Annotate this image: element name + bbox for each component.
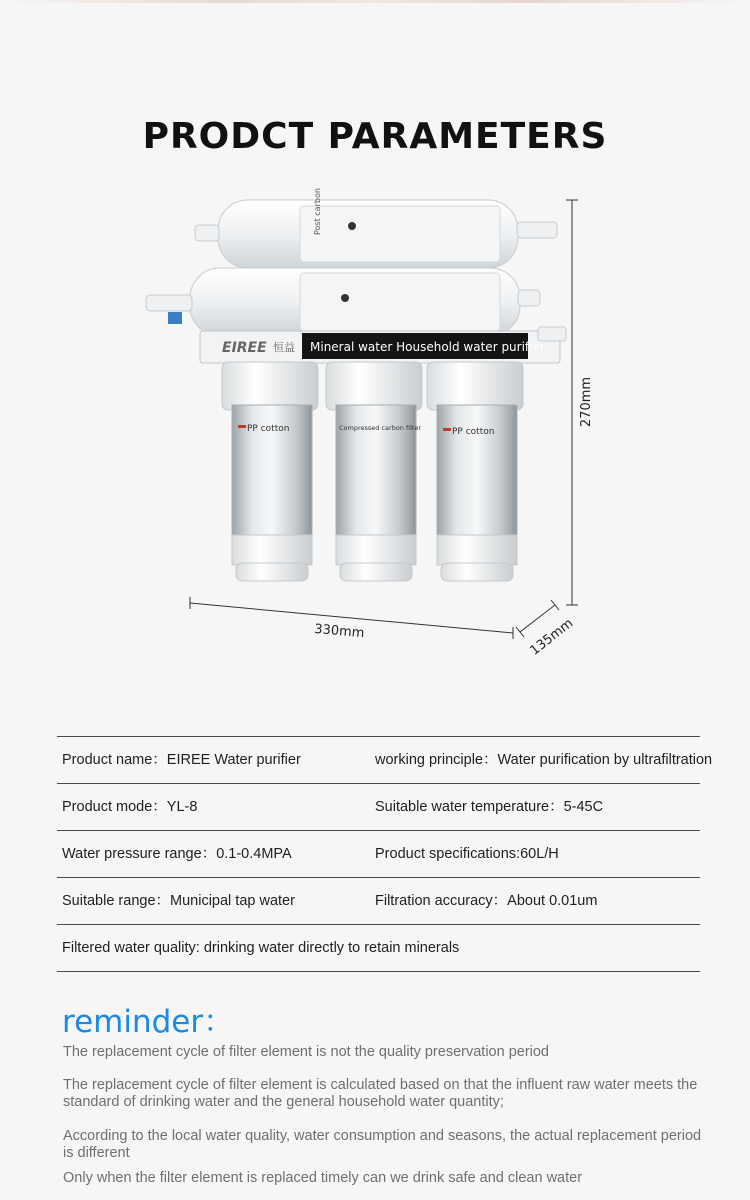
middle-inline-cartridge [146, 268, 540, 336]
product-banner: Mineral water Household water purifier [310, 340, 545, 354]
brand-logo: EIREE [222, 340, 267, 356]
spec-working-principle: working principle：Water purification by ultrafiltration [375, 752, 713, 768]
filter-housing-1 [222, 362, 318, 581]
depth-label: 135mm [527, 615, 577, 659]
filter-label-1: PP cotton [247, 424, 290, 434]
spec-water-temperature: Suitable water temperature：5-45C [375, 799, 604, 815]
height-dimension [566, 200, 578, 605]
spec-row [57, 736, 713, 783]
spec-row [57, 924, 700, 972]
reminder-title: reminder： [62, 1004, 235, 1040]
filter-label-3: PP cotton [452, 427, 495, 437]
spec-table [57, 736, 713, 972]
spec-water-pressure: Water pressure range：0.1-0.4MPA [62, 846, 292, 862]
reminder-line-2: The replacement cycle of filter element is calculated based on that the influent raw water meets the standard of drinking water and the general household water quantity; [63, 1077, 698, 1110]
spec-product-specifications: Product specifications:60L/H [375, 846, 559, 862]
reminder-line-1: The replacement cycle of filter element is not the quality preservation period [63, 1044, 549, 1060]
reminder-line-4: Only when the filter element is replaced timely can we drink safe and clean water [63, 1170, 583, 1186]
spec-product-mode: Product mode：YL-8 [62, 799, 198, 815]
svg-text:Post carbon: Post carbon [313, 188, 322, 235]
filter-label-2: Compressed carbon filter [339, 424, 422, 432]
spec-row [57, 877, 700, 924]
spec-row [57, 783, 700, 830]
height-label: 270mm [579, 376, 594, 428]
spec-filtered-water-quality: Filtered water quality: drinking water directly to retain minerals [62, 940, 460, 956]
mounting-bracket [200, 327, 566, 363]
filter-housing-3 [427, 362, 523, 581]
filter-housing-2 [326, 362, 422, 581]
spec-filtration-accuracy: Filtration accuracy：About 0.01um [375, 893, 598, 909]
top-inline-cartridge [195, 188, 557, 268]
width-label: 330mm [313, 621, 365, 642]
spec-suitable-range: Suitable range：Municipal tap water [62, 893, 295, 909]
spec-row [57, 830, 700, 877]
reminder-line-3: According to the local water quality, water consumption and seasons, the actual replacement period is different [63, 1128, 702, 1161]
spec-product-name: Product name：EIREE Water purifier [62, 752, 301, 768]
brand-cn: 恒益 [273, 341, 295, 354]
page-title: PRODCT PARAMETERS [142, 116, 608, 158]
